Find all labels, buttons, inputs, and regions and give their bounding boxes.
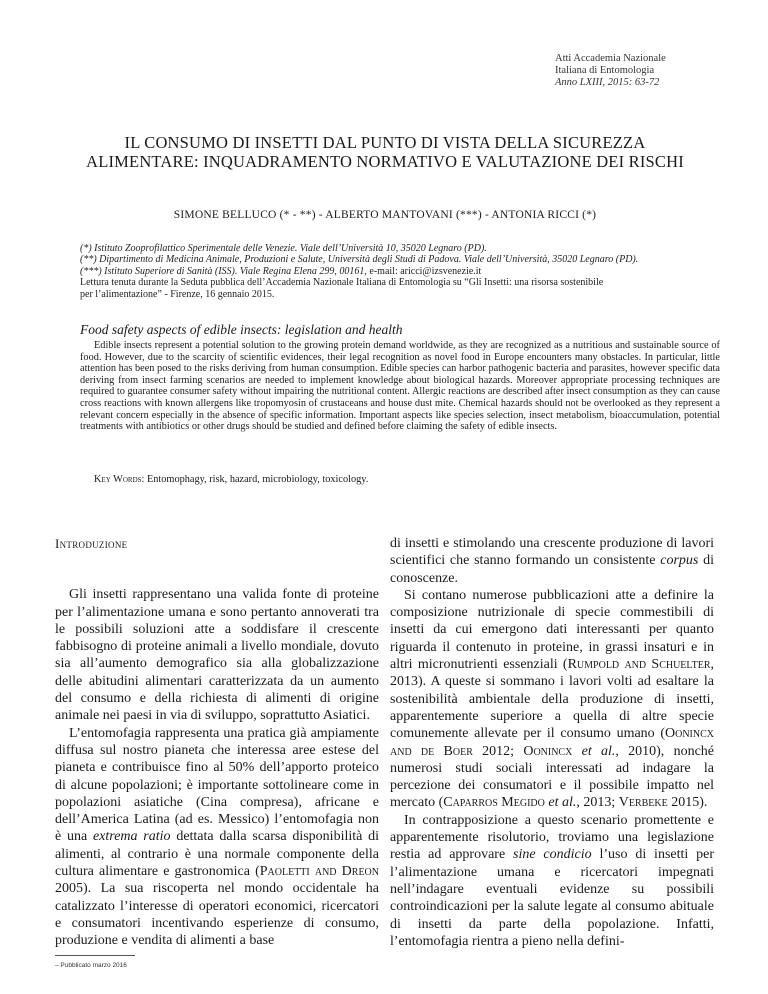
- right-column: [390, 535, 714, 950]
- italic-phrase: sine condicio: [513, 847, 592, 863]
- lecture-note-line2: per l’alimentazione” - Firenze, 16 gennaio 2015.: [80, 288, 275, 300]
- english-title: Food safety aspects of edible insects: legislation and health: [80, 322, 403, 337]
- paper-title-line1: IL CONSUMO DI INSETTI DAL PUNTO DI VISTA DELLA SICUREZZA: [124, 133, 646, 152]
- journal-header: [555, 53, 755, 89]
- affiliation-3: [80, 266, 720, 277]
- text-run: , 2013;: [576, 795, 619, 811]
- journal-issue: Anno LXIII, 2015: 63-72: [555, 77, 660, 88]
- journal-name-line2: Italiana di Entomologia: [555, 65, 655, 76]
- text-run: 2005). La sua riscoperta nel mondo occidentale ha catalizzato l’interesse di operatori economici, ricercatori e consumatori incentivando esperienze di consumo, produzione e vendita di alimenti a base: [55, 881, 379, 949]
- keywords-text: : Entomophagy, risk, hazard, microbiology, toxicology.: [141, 474, 369, 485]
- journal-name-line1: Atti Accademia Nazionale: [555, 53, 666, 64]
- text-run: In contrapposizione a questo scenario promettente e apparentemente risolutorio, troviamo una legislazione restia ad approvare: [390, 812, 714, 863]
- abstract: Edible insects represent a potential solution to the growing protein demand worldwide, as they are recognized as a nutritious and sustainable source of food. However, due to the scarcity of scientific evidences, their legal recognition as novel food in Europe encounters many obstacles. In particular, little attention has been posed to the risks deriving from human consumption. Edible species can harbor pathogenic bacteria and parasites, however specific data deriving from insect farming scenarios are needed to implement knowledge about biological hazards. Moreover appropriate processing techniques are required to guarantee consumer safety without impairing the nutritional content. Allergic reactions are described after insect consumption as they can cause cross reactions with known allergens like tropomyosin of crustaceans and house dust mite. Chemical hazards should not be overlooked as they represent a relevant concern especially in the absence of specific information. Important aspects like species selection, insect metabolism, bioaccumulation, potential treatments with antibiotics or other drugs should be studied and defined before claiming the safety of edible insects.: [80, 340, 720, 433]
- affiliation-1: (*) Istituto Zooprofilattico Sperimentale delle Venezie. Viale dell’Università 10, 35020 Legnaro (PD).: [80, 243, 487, 254]
- left-column: [55, 535, 379, 950]
- italic-phrase: et al.: [544, 795, 577, 811]
- affiliation-3-institute: (***) Istituto Superiore di Sanità (ISS). Viale Regina Elena 299, 00161,: [80, 265, 367, 277]
- text-run: 2015).: [667, 795, 708, 811]
- text-run: , 2013). A queste si sommano i lavori volti ad esaltare la sostenibilità ambientale della produzione di insetti, apparentemente superiore a quella di altre specie comunemente allevate per il consumo umano (: [390, 657, 714, 742]
- contact-email: e-mail: aricci@izsvenezie.it: [366, 265, 482, 277]
- citation: Oonincx: [523, 743, 573, 759]
- footnote-divider: [55, 955, 135, 956]
- affiliation-2: (**) Dipartimento di Medicina Animale, Produzioni e Salute, Università degli Studi di Padova. Viale dell’Università, 35020 Legnaro (PD).: [80, 254, 639, 266]
- text-run: di insetti e stimolando una crescente produzione di lavori scientifici che stanno formando un consistente: [390, 536, 714, 569]
- body-paragraph-3: [390, 812, 714, 950]
- text-run: 2012;: [472, 743, 524, 759]
- citation: Caparros Megido: [443, 795, 545, 811]
- author-list: SIMONE BELLUCO (* - **) - ALBERTO MANTOVANI (***) - ANTONIA RICCI (*): [173, 209, 597, 221]
- citation: Paoletti and Dreon: [259, 864, 379, 880]
- section-heading-introduzione: Introduzione: [55, 536, 128, 551]
- intro-paragraph-1: Gli insetti rappresentano una valida fonte di proteine per l’alimentazione umana e sono pertanto annoverati tra le possibili soluzioni atte a soddisfare il crescente fabbisogno di proteine animali a livello mondiale, dovuto sia all’aumento demografico sia alla globalizzazione delle abitudini alimentari caratterizzata da un aumento del consumo e della richiesta di alimenti di origine animale nei paesi in via di sviluppo, soprattutto Asiatici.: [55, 587, 379, 724]
- paper-title-line2: ALIMENTARE: INQUADRAMENTO NORMATIVO E VALUTAZIONE DEI RISCHI: [86, 152, 684, 171]
- text-run: Si contano numerose pubblicazioni atte a definire la composizione nutrizionale di specie commestibili di insetti da cui emergono dati interessanti per quanto riguarda il contenuto in proteine, in grassi insaturi e in altri micronutrienti essenziali (: [390, 587, 714, 673]
- text-run: di conoscenze.: [390, 553, 714, 586]
- italic-phrase: et al.: [572, 743, 616, 759]
- keywords: [94, 474, 714, 485]
- keywords-label: Key Words: [94, 474, 142, 485]
- lecture-note-line1: Lettura tenuta durante la Seduta pubblica dell’Accademia Nazionale Italiana di Entomologia su “Gli Insetti: una risorsa sostenibile: [80, 277, 604, 289]
- intro-paragraph-2: [55, 725, 379, 950]
- citation: Rumpold and Schuelter: [567, 657, 711, 673]
- text-run: L’entomofagia rappresenta una pratica già ampiamente diffusa sul nostro pianeta che interessa aree estese del pianeta e contribuisce fino al 50% dell’apporto proteico di alcune popolazioni; è importante sottolineare come in popolazioni asiatiche (Cina compresa), africane e dell’America Latina (ad es. Messico) l’entomofagia non è una: [55, 725, 379, 845]
- citation: Oonincx and de Boer: [390, 726, 714, 759]
- affiliations: [80, 243, 720, 300]
- text-run: dettata dalla scarsa disponibilità di alimenti, al contrario è una normale componente della cultura alimentare e gastronomica (: [55, 829, 379, 880]
- text-run: , 2010), nonché numerosi studi sociali interessati ad indagare la percezione dei consumatori e il possibile impatto nel mercato (: [390, 743, 715, 811]
- citation: Verbeke: [618, 795, 668, 811]
- body-paragraph-1: [390, 535, 714, 587]
- publication-footnote: – Pubblicato marzo 2016: [55, 962, 127, 969]
- italic-phrase: corpus: [660, 553, 699, 569]
- body-paragraph-2: [390, 587, 714, 812]
- paper-title: [60, 133, 710, 171]
- italic-phrase: extrema ratio: [92, 829, 171, 845]
- text-run: l’uso di insetti per l’alimentazione umana e ricercatori impegnati nell’indagare eventuali evidenze su possibili controindicazioni per la salute legate al consumo abituale di insetti da parte della popolazione. Infatti, l’entomofagia rientra a pieno nella defini-: [390, 847, 714, 949]
